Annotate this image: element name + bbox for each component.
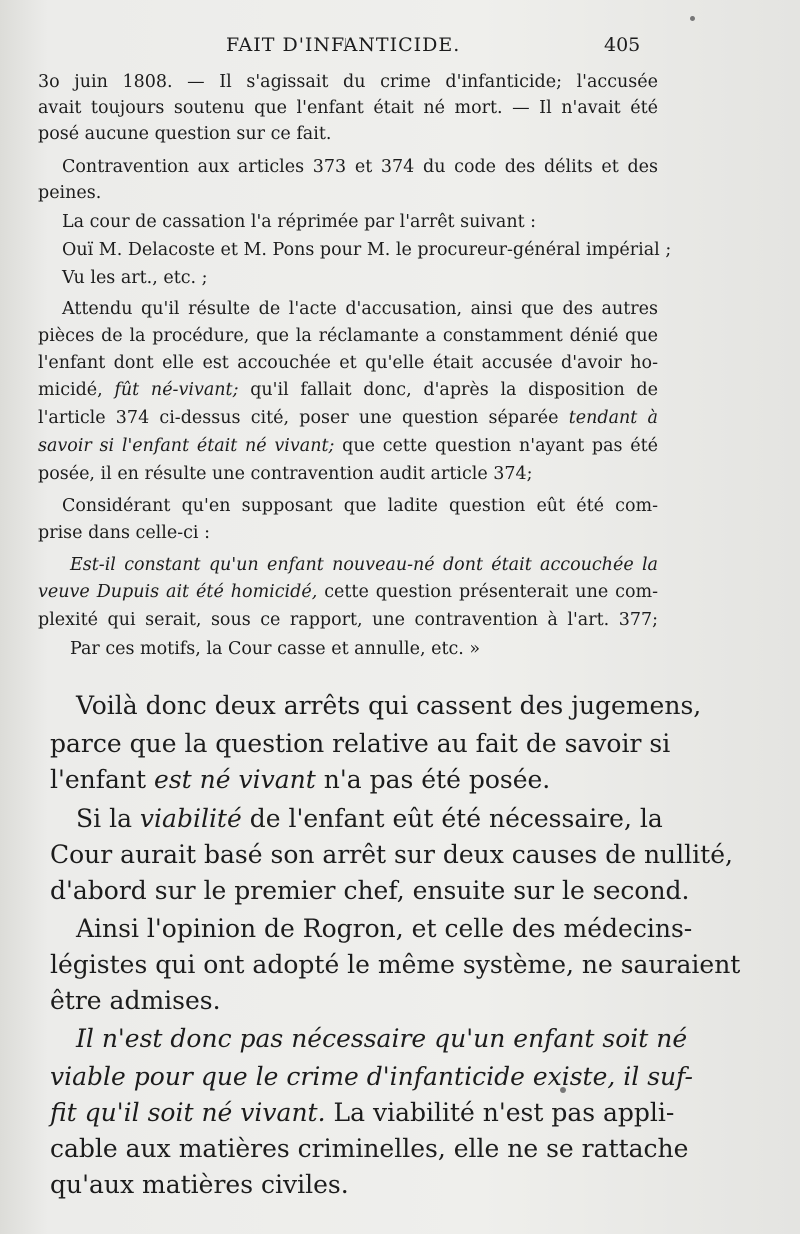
text-line: Ouï M. Delacoste et M. Pons pour M. le procureur-général impérial ;	[62, 240, 672, 260]
text-line: Il n'est donc pas nécessaire qu'un enfant soit né	[76, 1024, 688, 1053]
italic-run: tendant à	[568, 408, 658, 428]
text-line: plexité qui serait, sous ce rapport, une contravention à l'art. 377;	[38, 610, 658, 630]
text-line	[50, 763, 660, 797]
text-line: Est-il constant qu'un enfant nouveau-né dont était accouchée la	[70, 555, 658, 575]
text-line: être admises.	[50, 986, 221, 1015]
text-run: de l'enfant eût été nécessaire, la	[241, 804, 663, 833]
text-line: Contravention aux articles 373 et 374 du code des délits et des	[62, 157, 658, 177]
italic-run: fit qu'il soit né vivant.	[50, 1098, 326, 1127]
text-line: posée, il en résulte une contravention audit article 374;	[38, 464, 533, 484]
text-run: n'a pas été posée.	[315, 765, 551, 794]
text-line	[38, 378, 658, 402]
text-run: qu'il fallait donc, d'après la disposition de	[238, 380, 658, 400]
running-head: FAIT D'INFANTICIDE.	[226, 34, 461, 56]
text-run: que cette question n'ayant pas été	[334, 436, 658, 456]
text-run: l'article 374 ci-dessus cité, poser une question séparée	[38, 408, 569, 428]
text-line: peines.	[38, 183, 102, 203]
text-line: parce que la question relative au fait de savoir si	[50, 729, 671, 758]
ink-speck	[690, 16, 695, 21]
text-line: d'abord sur le premier chef, ensuite sur le second.	[50, 876, 690, 905]
text-line: prise dans celle-ci :	[38, 523, 210, 543]
text-run: La viabilité n'est pas appli-	[325, 1098, 675, 1127]
text-run: Si la	[76, 804, 140, 833]
text-line: légistes qui ont adopté le même système, ne sauraient	[50, 950, 741, 979]
text-line: La cour de cassation l'a réprimée par l'arrêt suivant :	[62, 212, 537, 232]
text-line: Considérant qu'en supposant que ladite question eût été com-	[62, 496, 658, 516]
text-line: Attendu qu'il résulte de l'acte d'accusation, ainsi que des autres	[62, 299, 658, 319]
text-run: micidé,	[38, 380, 115, 400]
text-line: viable pour que le crime d'infanticide existe, il suf-	[50, 1062, 693, 1091]
italic-run: savoir si l'enfant était né vivant;	[38, 436, 335, 456]
text-line: Voilà donc deux arrêts qui cassent des jugemens,	[76, 691, 702, 720]
text-line: pièces de la procédure, que la réclamante a constamment dénié que	[38, 326, 658, 346]
text-line: cable aux matières criminelles, elle ne se rattache	[50, 1134, 689, 1163]
text-line	[50, 1096, 675, 1130]
text-line: qu'aux matières civiles.	[50, 1170, 349, 1199]
text-line: 3o juin 1808. — Il s'agissait du crime d'infanticide; l'accusée	[38, 72, 658, 92]
text-line: Cour aurait basé son arrêt sur deux causes de nullité,	[50, 840, 733, 869]
text-line	[76, 802, 663, 836]
italic-run: fût né-vivant;	[114, 380, 239, 400]
text-line	[38, 434, 658, 458]
text-line: Ainsi l'opinion de Rogron, et celle des médecins-	[76, 914, 693, 943]
text-line	[38, 580, 658, 604]
text-run: cette question présenterait une com-	[317, 582, 658, 602]
text-line: l'enfant dont elle est accouchée et qu'elle était accusée d'avoir ho-	[38, 353, 658, 373]
text-run: l'enfant	[50, 765, 155, 794]
text-line: avait toujours soutenu que l'enfant était né mort. — Il n'avait été	[38, 98, 658, 118]
text-line	[38, 406, 658, 430]
italic-run: est né vivant	[154, 765, 316, 794]
italic-run: veuve Dupuis ait été homicidé,	[38, 582, 318, 602]
text-line: posé aucune question sur ce fait.	[38, 124, 332, 144]
page-number: 405	[604, 34, 641, 56]
text-line: Vu les art., etc. ;	[62, 268, 208, 288]
text-line: Par ces motifs, la Cour casse et annulle, etc. »	[70, 639, 481, 659]
italic-run: viabilité	[139, 804, 242, 833]
page-header	[0, 34, 800, 64]
